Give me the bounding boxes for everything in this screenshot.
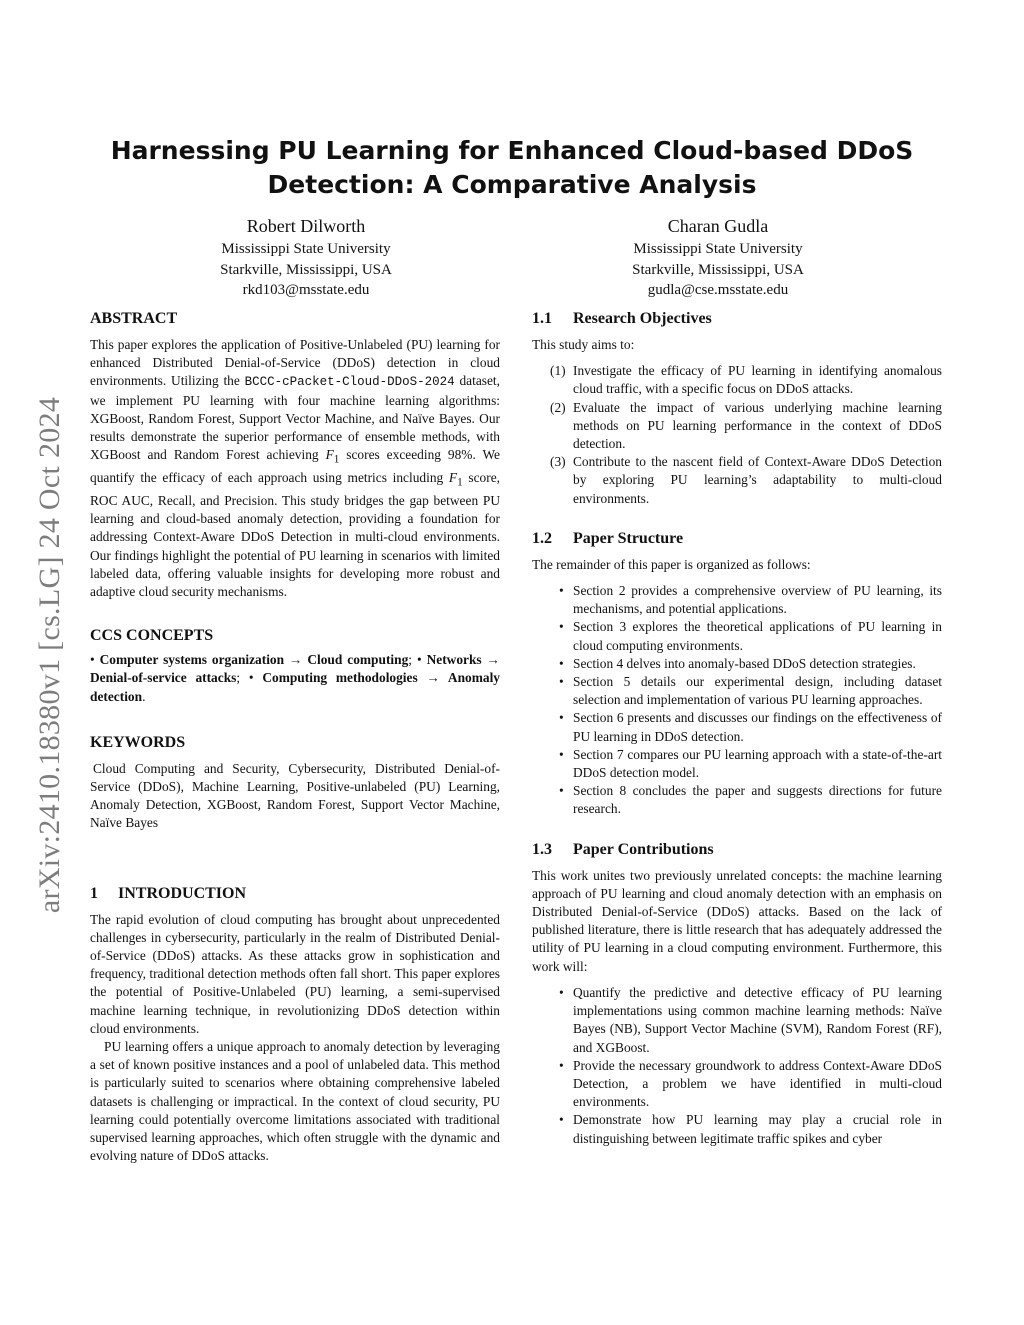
paper-title-line-1: Harnessing PU Learning for Enhanced Cloud-based DDoS: [110, 136, 914, 165]
author-location: Starkville, Mississippi, USA: [632, 261, 804, 278]
contributions-heading: 1.3 Paper Contributions: [532, 840, 714, 858]
author-block-2: [558, 214, 878, 301]
list-item: • Section 8 concludes the paper and suggests directions for future research.: [559, 783, 942, 817]
abstract-heading: ABSTRACT: [90, 310, 178, 327]
list-item: • Section 3 explores the theoretical applications of PU learning in cloud computing environments.: [559, 619, 942, 653]
left-column: [90, 308, 500, 1165]
intro-paragraph-1: The rapid evolution of cloud computing has brought about unprecedented challenges in cybersecurity, particularly in the realm of Distributed Denial-of-Service (DDoS) attacks. As these attacks grow in sophistication and frequency, traditional detection methods often fall short. This paper explores the potential of Positive-Unlabeled (PU) learning, a semi-supervised machine learning technique, in revolutionizing DDoS detection within cloud environments.: [90, 911, 500, 1036]
structure-list: [532, 582, 942, 819]
list-item: • Quantify the predictive and detective efficacy of PU learning implementations using common machine learning methods: Naïve Bayes (NB), Support Vector Machine (SVM), Random Forest (RF), and XGBoost.: [559, 984, 942, 1055]
list-item: • Section 2 provides a comprehensive overview of PU learning, its mechanisms, and potential applications.: [559, 583, 942, 617]
author-name: Charan Gudla: [667, 216, 769, 236]
paper-title-line-2: Detection: A Comparative Analysis: [267, 170, 757, 199]
objectives-list: [532, 362, 942, 508]
objectives-heading: 1.1 Research Objectives: [532, 310, 712, 327]
paper-title: [90, 134, 934, 202]
ccs-concepts-text: • Computer systems organization → Cloud computing; • Networks → Denial-of-service attacks; • Computing methodologies → Anomaly detection.: [90, 652, 500, 704]
author-affiliation: Mississippi State University: [633, 241, 803, 257]
arxiv-identifier: arXiv:2410.18380v1 [cs.LG] 24 Oct 2024: [33, 396, 66, 914]
list-item: • Section 6 presents and discusses our findings on the effectiveness of PU learning in DDoS detection.: [559, 710, 942, 744]
dataset-name: BCCC-cPacket-Cloud-DDoS-2024: [244, 375, 455, 390]
list-item: • Provide the necessary groundwork to address Context-Aware DDoS Detection, a problem we have identified in multi-cloud environments.: [559, 1057, 942, 1110]
author-affiliation: Mississippi State University: [221, 241, 391, 257]
keywords-heading: KEYWORDS: [90, 733, 186, 751]
contributions-intro: This work unites two previously unrelated concepts: the machine learning approach of PU learning and cloud anomaly detection with an emphasis on Distributed Denial-of-Service (DDoS) attacks. Based on the lack of published literature, there is little research that has adequately addressed the utility of PU learning in a cloud computing environment. Furthermore, this work will:: [532, 867, 942, 974]
intro-paragraph-2: PU learning offers a unique approach to anomaly detection by leveraging a set of known positive instances and a pool of unlabeled data. This method is particularly suited to scenarios where obtaining comprehensive labeled datasets is challenging or impractical. In the context of cloud security, PU learning could potentially overcome limitations associated with traditional supervised learning approaches, which often struggle with the dynamic and evolving nature of DDoS attacks.: [90, 1039, 500, 1164]
intro-heading: 1 INTRODUCTION: [90, 884, 247, 902]
author-email: gudla@cse.msstate.edu: [647, 282, 789, 298]
author-location: Starkville, Mississippi, USA: [220, 261, 392, 278]
list-item: • Demonstrate how PU learning may play a crucial role in distinguishing between legitimate traffic spikes and cyber: [559, 1112, 942, 1146]
author-block-1: [146, 214, 466, 301]
list-item: (1) Investigate the efficacy of PU learning in identifying anomalous cloud traffic, with a specific focus on DDoS attacks.: [550, 363, 942, 397]
list-item: (2) Evaluate the impact of various underlying machine learning methods on PU learning performance in the context of DDoS detection.: [550, 399, 942, 452]
right-column: [532, 308, 942, 1148]
contributions-list: [532, 984, 942, 1148]
f1-symbol: F: [448, 470, 458, 486]
list-item: • Section 5 details our experimental design, including dataset selection and implementation of various PU learning approaches.: [559, 674, 942, 708]
ccs-heading: CCS CONCEPTS: [90, 627, 214, 645]
objectives-intro: This study aims to:: [532, 337, 635, 352]
keywords-text: Cloud Computing and Security, Cybersecurity, Distributed Denial-of-Service (DDoS), Machine Learning, Positive-unlabeled (PU) Learning, Anomaly Detection, XGBoost, Random Forest, Support Vector Machine, Naïve Bayes: [90, 760, 500, 831]
author-name: Robert Dilworth: [246, 216, 366, 236]
author-email: rkd103@msstate.edu: [242, 282, 370, 298]
structure-intro: The remainder of this paper is organized as follows:: [532, 556, 811, 572]
arxiv-sidebar: [30, 355, 70, 955]
list-item: • Section 4 delves into anomaly-based DDoS detection strategies.: [559, 655, 916, 671]
f1-symbol: F: [325, 447, 334, 463]
abstract-text: This paper explores the application of Positive-Unlabeled (PU) learning for enhanced Distributed Denial-of-Service (DDoS) detection in cloud environments. Utilizing the BCCC-cPacket-Cloud-DDoS-2024 dataset, we implement PU learning with four machine learning algorithms: XGBoost, Random Forest, Support Vector Machine, and Naïve Bayes. Our results demonstrate the superior performance of ensemble methods, with XGBoost and Random Forest achieving $F_1$ scores exceeding 98%. We quantify the efficacy of each approach using metrics including $F_1$ score, ROC AUC, Recall, and Precision. This study bridges the gap between PU learning and cloud-based anomaly detection, providing a foundation for addressing Context-Aware DDoS Detection in multi-cloud environments. Our findings highlight the potential of PU learning in scenarios with limited labeled data, offering valuable insights for developing more robust and adaptive cloud security mechanisms.: [90, 337, 501, 599]
list-item: (3) Contribute to the nascent field of Context-Aware DDoS Detection by exploring PU learning’s adaptability to multi-cloud environments.: [550, 454, 942, 506]
list-item: • Section 7 compares our PU learning approach with a state-of-the-art DDoS detection model.: [559, 746, 942, 781]
structure-heading: 1.2 Paper Structure: [532, 529, 684, 547]
